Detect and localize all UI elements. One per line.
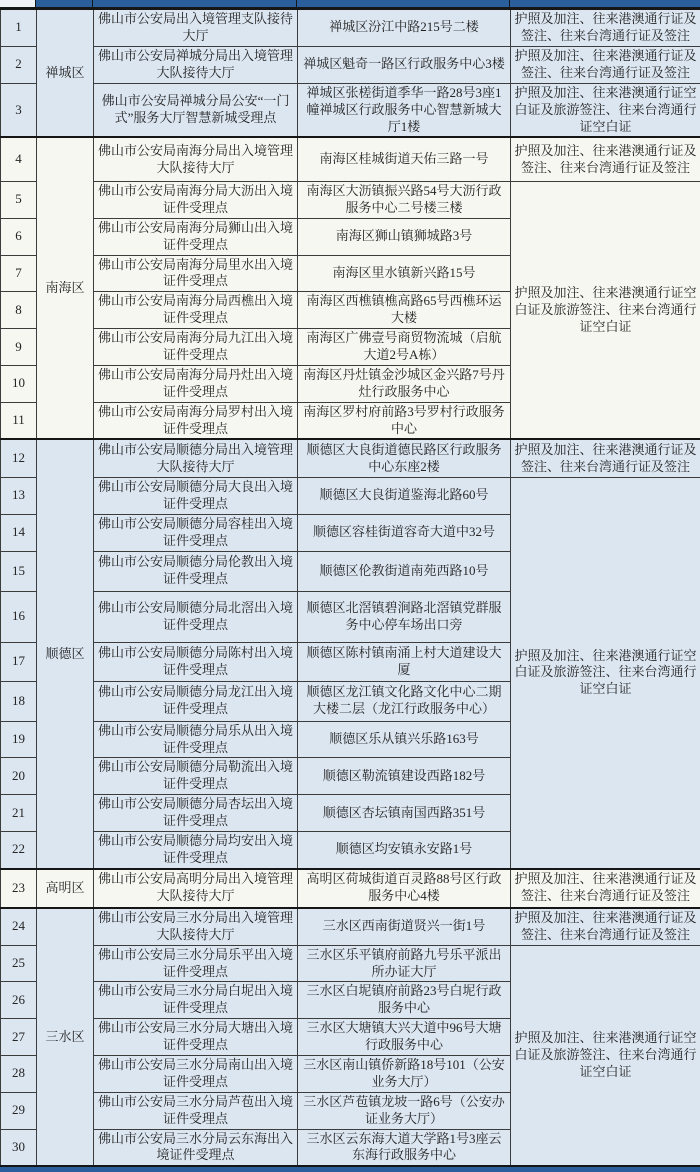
row-number: 17: [1, 642, 37, 681]
district-cell: 禅城区: [37, 9, 94, 137]
table-row: [1, 439, 700, 477]
row-number: 12: [1, 439, 37, 477]
address-cell: 三水区乐平镇府前路九号乐平派出所办证大厅: [298, 945, 511, 982]
office-name-cell: 佛山市公安局顺德分局勒流出入境证件受理点: [94, 758, 298, 795]
office-name-cell: 佛山市公安局顺德分局陈村出入境证件受理点: [94, 642, 298, 681]
service-points-table: [0, 8, 700, 1167]
address-cell: 顺德区大良街道鉴海北路60号: [298, 477, 511, 514]
district-cell: 高明区: [37, 869, 94, 908]
row-number: 10: [1, 365, 37, 402]
address-cell: 顺德区龙江镇文化路文化中心二期大楼二层（龙江行政服务中心）: [298, 681, 511, 721]
office-name-cell: 佛山市公安局顺德分局杏坛出入境证件受理点: [94, 795, 298, 832]
office-name-cell: 佛山市公安局三水分局云东海出入境证件受理点: [94, 1129, 298, 1166]
table-row: [1, 181, 700, 218]
bottom-bar: [0, 1167, 700, 1172]
office-name-cell: 佛山市公安局南海分局丹灶出入境证件受理点: [94, 365, 298, 402]
office-name-cell: 佛山市公安局禅城分局公安“一门式”服务大厅智慧新城受理点: [94, 83, 298, 137]
office-name-cell: 佛山市公安局南海分局九江出入境证件受理点: [94, 329, 298, 366]
address-cell: 禅城区汾江中路215号二楼: [298, 9, 511, 46]
header-bar-segment-name-col: [93, 0, 297, 7]
services-cell: 护照及加注、往来港澳通行证及签注、往来台湾通行证及签注: [511, 869, 700, 908]
address-cell: 南海区大沥镇振兴路54号大沥行政服务中心二号楼三楼: [298, 181, 511, 218]
row-number: 20: [1, 758, 37, 795]
address-cell: 顺德区勒流镇建设西路182号: [298, 758, 511, 795]
services-cell: 护照及加注、往来港澳通行证及签注、往来台湾通行证及签注: [511, 9, 700, 46]
address-cell: 顺德区陈村镇南涌上村大道建设大厦: [298, 642, 511, 681]
row-number: 22: [1, 832, 37, 869]
table-row: [1, 137, 700, 181]
services-cell: 护照及加注、往来港澳通行证及签注、往来台湾通行证及签注: [511, 439, 700, 477]
row-number: 21: [1, 795, 37, 832]
table-row: [1, 46, 700, 83]
office-name-cell: 佛山市公安局顺德分局乐从出入境证件受理点: [94, 721, 298, 758]
services-cell: 护照及加注、往来港澳通行证及签注、往来台湾通行证及签注: [511, 137, 700, 181]
office-name-cell: 佛山市公安局南海分局罗村出入境证件受理点: [94, 402, 298, 439]
row-number: 14: [1, 514, 37, 551]
row-number: 7: [1, 255, 37, 292]
row-number: 25: [1, 945, 37, 982]
address-cell: 顺德区容桂街道容奇大道中32号: [298, 514, 511, 551]
district-cell: 顺德区: [37, 439, 94, 868]
row-number: 9: [1, 329, 37, 366]
row-number: 15: [1, 551, 37, 591]
address-cell: 南海区桂城街道天佑三路一号: [298, 137, 511, 181]
row-number: 13: [1, 477, 37, 514]
address-cell: 南海区罗村府前路3号罗村行政服务中心: [298, 402, 511, 439]
address-cell: 南海区广佛壹号商贸物流城（启航大道2号A栋）: [298, 329, 511, 366]
office-name-cell: 佛山市公安局顺德分局龙江出入境证件受理点: [94, 681, 298, 721]
office-name-cell: 佛山市公安局南海分局西樵出入境证件受理点: [94, 292, 298, 329]
address-cell: 三水区芦苞镇龙坡一路6号（公安办证业务大厅）: [298, 1092, 511, 1129]
table-row: [1, 869, 700, 908]
address-cell: 三水区大塘镇大兴大道中96号大塘行政服务中心: [298, 1019, 511, 1056]
table-row: [1, 945, 700, 982]
office-name-cell: 佛山市公安局三水分局白坭出入境证件受理点: [94, 982, 298, 1019]
table-row: [1, 83, 700, 137]
office-name-cell: 佛山市公安局高明分局出入境管理大队接待大厅: [94, 869, 298, 908]
header-bar-segment-address-col: [297, 0, 510, 7]
office-name-cell: 佛山市公安局顺德分局伦教出入境证件受理点: [94, 551, 298, 591]
row-number: 8: [1, 292, 37, 329]
office-name-cell: 佛山市公安局三水分局出入境管理大队接待大厅: [94, 908, 298, 945]
address-cell: 南海区狮山镇狮城路3号: [298, 218, 511, 255]
services-cell: 护照及加注、往来港澳通行证及签注、往来台湾通行证及签注: [511, 46, 700, 83]
row-number: 18: [1, 681, 37, 721]
address-cell: 南海区丹灶镇金沙城区金兴路7号丹灶行政服务中心: [298, 365, 511, 402]
office-name-cell: 佛山市公安局顺德分局容桂出入境证件受理点: [94, 514, 298, 551]
address-cell: 高明区荷城街道百灵路88号区行政服务中心4楼: [298, 869, 511, 908]
table-row: [1, 9, 700, 46]
address-cell: 顺德区均安镇永安路1号: [298, 832, 511, 869]
services-cell: 护照及加注、往来港澳通行证空白证及旅游签注、往来台湾通行证空白证: [511, 181, 700, 439]
services-cell: 护照及加注、往来港澳通行证及签注、往来台湾通行证及签注: [511, 908, 700, 945]
address-cell: 三水区云东海大道大学路1号3座云东海行政服务中心: [298, 1129, 511, 1166]
office-name-cell: 佛山市公安局禅城分局出入境管理大队接待大厅: [94, 46, 298, 83]
office-name-cell: 佛山市公安局南海分局里水出入境证件受理点: [94, 255, 298, 292]
row-number: 1: [1, 9, 37, 46]
office-name-cell: 佛山市公安局三水分局南山出入境证件受理点: [94, 1055, 298, 1092]
office-name-cell: 佛山市公安局南海分局大沥出入境证件受理点: [94, 181, 298, 218]
office-name-cell: 佛山市公安局三水分局芦苞出入境证件受理点: [94, 1092, 298, 1129]
address-cell: 顺德区杏坛镇南国西路351号: [298, 795, 511, 832]
header-bar-segment-number-col: [0, 0, 36, 7]
address-cell: 顺德区伦教街道南苑西路10号: [298, 551, 511, 591]
services-cell: 护照及加注、往来港澳通行证空白证及旅游签注、往来台湾通行证空白证: [511, 477, 700, 868]
address-cell: 禅城区魁奇一路区行政服务中心3楼: [298, 46, 511, 83]
address-cell: 三水区西南街道贤兴一街1号: [298, 908, 511, 945]
address-cell: 顺德区乐从镇兴乐路163号: [298, 721, 511, 758]
services-cell: 护照及加注、往来港澳通行证空白证及旅游签注、往来台湾通行证空白证: [511, 945, 700, 1166]
office-name-cell: 佛山市公安局三水分局大塘出入境证件受理点: [94, 1019, 298, 1056]
office-name-cell: 佛山市公安局南海分局出入境管理大队接待大厅: [94, 137, 298, 181]
row-number: 19: [1, 721, 37, 758]
row-number: 2: [1, 46, 37, 83]
row-number: 6: [1, 218, 37, 255]
office-name-cell: 佛山市公安局顺德分局出入境管理大队接待大厅: [94, 439, 298, 477]
district-cell: 南海区: [37, 137, 94, 439]
row-number: 5: [1, 181, 37, 218]
row-number: 29: [1, 1092, 37, 1129]
row-number: 28: [1, 1055, 37, 1092]
address-cell: 三水区白坭镇府前路23号白坭行政服务中心: [298, 982, 511, 1019]
header-bar-segment-district-col: [36, 0, 93, 7]
address-cell: 禅城区张槎街道季华一路28号3座1幢禅城区行政服务中心智慧新城大厅1楼: [298, 83, 511, 137]
row-number: 3: [1, 83, 37, 137]
address-cell: 南海区里水镇新兴路15号: [298, 255, 511, 292]
district-cell: 三水区: [37, 908, 94, 1166]
row-number: 16: [1, 591, 37, 642]
row-number: 11: [1, 402, 37, 439]
address-cell: 顺德区大良街道德民路区行政服务中心东座2楼: [298, 439, 511, 477]
clipped-header-bar: [0, 0, 700, 8]
office-name-cell: 佛山市公安局三水分局乐平出入境证件受理点: [94, 945, 298, 982]
table-row: [1, 477, 700, 514]
row-number: 26: [1, 982, 37, 1019]
services-cell: 护照及加注、往来港澳通行证空白证及旅游签注、往来台湾通行证空白证: [511, 83, 700, 137]
row-number: 23: [1, 869, 37, 908]
row-number: 30: [1, 1129, 37, 1166]
address-cell: 顺德区北滘镇碧涧路北滘镇党群服务中心停车场出口旁: [298, 591, 511, 642]
office-name-cell: 佛山市公安局顺德分局大良出入境证件受理点: [94, 477, 298, 514]
table-row: [1, 908, 700, 945]
office-name-cell: 佛山市公安局南海分局狮山出入境证件受理点: [94, 218, 298, 255]
address-cell: 南海区西樵镇樵高路65号西樵环运大楼: [298, 292, 511, 329]
row-number: 27: [1, 1019, 37, 1056]
office-name-cell: 佛山市公安局顺德分局均安出入境证件受理点: [94, 832, 298, 869]
row-number: 4: [1, 137, 37, 181]
office-name-cell: 佛山市公安局出入境管理支队接待大厅: [94, 9, 298, 46]
header-bar-segment-services-col: [510, 0, 700, 7]
address-cell: 三水区南山镇侨新路18号101（公安业务大厅）: [298, 1055, 511, 1092]
office-name-cell: 佛山市公安局顺德分局北滘出入境证件受理点: [94, 591, 298, 642]
row-number: 24: [1, 908, 37, 945]
